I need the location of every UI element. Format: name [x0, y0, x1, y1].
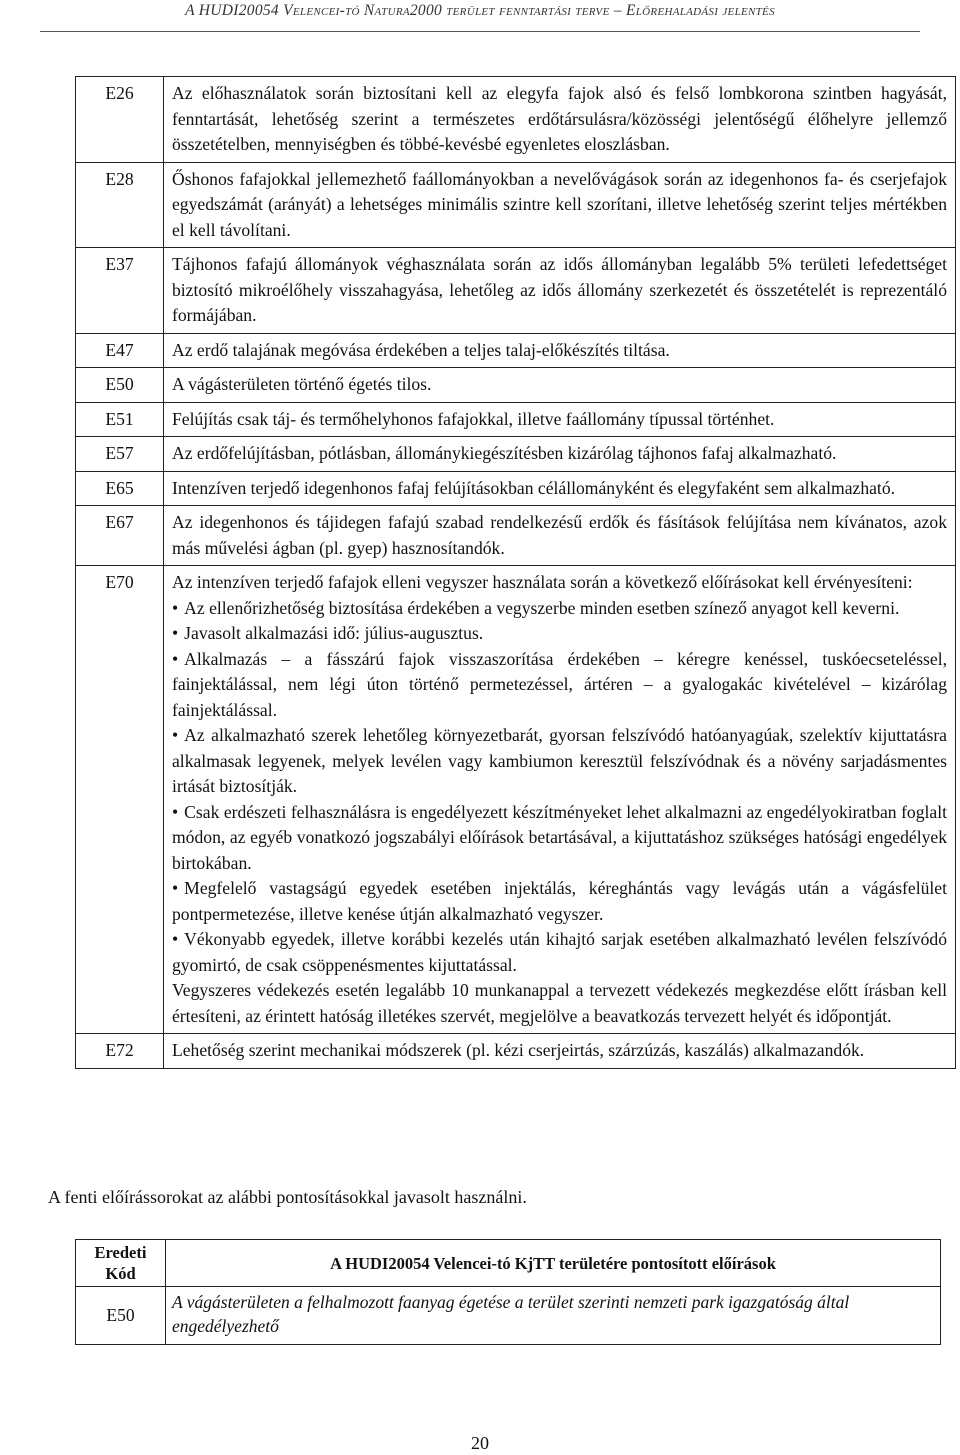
- rule-code: E37: [76, 248, 164, 334]
- rule-code: E50: [76, 368, 164, 403]
- rule-code: E57: [76, 437, 164, 472]
- rule-paragraph: A vágásterületen történő égetés tilos.: [172, 374, 432, 394]
- rule-code: E67: [76, 506, 164, 566]
- rule-row: [76, 506, 956, 566]
- rule-text: [164, 248, 956, 334]
- rule-intro: Az intenzíven terjedő fafajok elleni vegyszer használata során a következő előírásokat kell érvényesíteni:: [172, 572, 913, 592]
- rule-row: [76, 402, 956, 437]
- rule-row: [76, 437, 956, 472]
- rule-row: [76, 77, 956, 163]
- bullet-icon: •: [172, 623, 179, 643]
- rule-paragraph: Lehetőség szerint mechanikai módszerek (pl. kézi cserjeirtás, szárzúzás, kaszálás) alkalmazandók.: [172, 1040, 865, 1060]
- rule-text: [164, 333, 956, 368]
- header-divider: [40, 31, 920, 32]
- precision-row: [76, 1287, 941, 1345]
- rule-text: [164, 566, 956, 1034]
- rule-row: [76, 368, 956, 403]
- precision-row-text: A vágásterületen a felhalmozott faanyag égetése a terület szerinti nemzeti park igazgatóság által engedélyezhető: [166, 1287, 941, 1345]
- bullet-icon: •: [172, 929, 179, 949]
- rule-bullet-text: Megfelelő vastagságú egyedek esetében injektálás, kéreghántás vagy levágás után a vágásfelület pontpermetezése, illetve kenése útján alkalmazható vegyszer.: [172, 878, 947, 924]
- rule-outro: Vegyszeres védekezés esetén legalább 10 munkanappal a tervezett védekezés megkezdése előtt írásban kell értesíteni, az érintett hatóság illetékes szervét, megjelölve a beavatkozás tervezett helyét és időpontját.: [172, 980, 947, 1026]
- rule-bullet-text: Csak erdészeti felhasználásra is engedélyezett készítményeket lehet alkalmazni az engedélyokiratban foglalt módon, az egyéb vonatkozó jogszabályi előírások betartásával, a kijuttatáshoz szükséges hatósági engedélyek birtokában.: [172, 801, 947, 873]
- rule-paragraph: Az erdő talajának megóvása érdekében a teljes talaj-előkészítés tiltása.: [172, 339, 670, 360]
- bullet-icon: •: [172, 725, 179, 745]
- rules-table-body: [76, 77, 956, 1069]
- rule-text: [164, 402, 956, 437]
- rule-paragraph: Őshonos fafajokkal jellemezhető faállományokban a nevelővágások során az idegenhonos fa- és cserjefajok egyedszámát (arányát) a lehetséges minimális szintre kell szorítani, illetve lehetőség szerint teljes mértékben el kell távolítani.: [172, 168, 947, 240]
- bullet-icon: •: [172, 878, 179, 898]
- rule-bullet-text: Az ellenőrizhetőség biztosítása érdekében a vegyszerbe minden esetben színező anyagot kell keverni.: [184, 597, 900, 618]
- bullet-icon: •: [172, 801, 179, 822]
- rule-bullet-text: Alkalmazás – a fásszárú fajok visszaszorítása érdekében – kéregre kenéssel, tuskóecseteléssel, fainjektálással, nem légi úton történő permetezéssel, ártéren – a gyalogakác kivételével – kizárólag fainjektálással.: [172, 648, 947, 720]
- precision-header-title: A HUDI20054 Velencei-tó KjTT területére pontosított előírások: [166, 1240, 941, 1287]
- rule-row: [76, 162, 956, 248]
- rule-bullet: [172, 927, 947, 978]
- rule-text: [164, 506, 956, 566]
- document-title: A HUDI20054 Velencei-tó Natura2000 terület fenntartási terve – Előrehaladási jelentés: [185, 2, 775, 19]
- rule-paragraph: Tájhonos fafajú állományok véghasználata során az idős állományban legalább 5% területi lefedettséget biztosító mikroélőhely visszahagyása, lehetőleg az idős állomány szerkezetét és összetételét is reprezentáló formájában.: [172, 254, 947, 325]
- rule-text: [164, 162, 956, 248]
- rule-bullet: [172, 800, 947, 877]
- rule-paragraph: Az idegenhonos és tájidegen fafajú szabad rendelkezésű erdők és fásítások felújítása nem kívánatos, azok más művelési ágban (pl. gyep) hasznosítandók.: [172, 512, 947, 558]
- bullet-icon: •: [172, 648, 179, 669]
- rule-bullet: [172, 596, 947, 622]
- page-header: [0, 2, 960, 20]
- rule-code: E70: [76, 566, 164, 1034]
- rules-table: [75, 76, 956, 1069]
- rule-bullet: [172, 876, 947, 927]
- precision-table: [75, 1239, 941, 1345]
- rule-row: [76, 248, 956, 334]
- rule-text: [164, 77, 956, 163]
- rule-text: [164, 368, 956, 403]
- precision-header-code: Eredeti Kód: [76, 1240, 166, 1287]
- page-number: 20: [471, 1433, 489, 1453]
- rule-row: [76, 1034, 956, 1069]
- rule-code: E51: [76, 402, 164, 437]
- rule-paragraph: Intenzíven terjedő idegenhonos fafaj felújításokban célállományként és elegyfaként sem alkalmazható.: [172, 477, 896, 498]
- bullet-icon: •: [172, 597, 179, 618]
- rule-paragraph: Az előhasználatok során biztosítani kell az elegyfa fajok alsó és felső lombkorona szintben hagyását, fenntartását, lehetőség szerint a természetes erdőtársulásra/közösségi jelentőségű élőhelyre jellemző összetételben, mennyiségben és többé-kevésbé egyenletes eloszlásban.: [172, 83, 947, 154]
- rule-bullet-text: Vékonyabb egyedek, illetve korábbi kezelés után kihajtó sarjak esetében alkalmazható levélen felszívódó gyomirtó, de csak csöppenésmentes kijuttatással.: [172, 929, 947, 975]
- rule-row: [76, 333, 956, 368]
- rule-text: [164, 471, 956, 506]
- rule-bullet: [172, 647, 947, 724]
- precision-row-code: E50: [76, 1287, 166, 1345]
- rule-bullet-text: Az alkalmazható szerek lehetőleg környezetbarát, gyorsan felszívódó hatóanyagúak, szelektív kijuttatásra alkalmasak legyenek, melyek levélen vagy kambiumon keresztül felszívódnak és a növény sarjadásmentes irtását biztosítják.: [172, 725, 947, 796]
- rule-text: [164, 437, 956, 472]
- rule-bullet: [172, 723, 947, 800]
- rule-code: E72: [76, 1034, 164, 1069]
- rule-code: E47: [76, 333, 164, 368]
- rule-code: E65: [76, 471, 164, 506]
- rule-code: E26: [76, 77, 164, 163]
- rule-row: [76, 566, 956, 1034]
- rule-bullet: [172, 621, 947, 647]
- rule-text: [164, 1034, 956, 1069]
- rule-bullet-text: Javasolt alkalmazási idő: július-augusztus.: [184, 623, 484, 643]
- rule-paragraph: Az erdőfelújításban, pótlásban, állománykiegészítésben kizárólag tájhonos fafaj alkalmazható.: [172, 443, 837, 463]
- intro-paragraph: A fenti előírássorokat az alábbi pontosításokkal javasolt használni.: [48, 1187, 527, 1207]
- precision-header-row: [76, 1240, 941, 1287]
- rule-code: E28: [76, 162, 164, 248]
- rule-paragraph: Felújítás csak táj- és termőhelyhonos fafajokkal, illetve faállomány típussal történhet.: [172, 408, 775, 429]
- rule-row: [76, 471, 956, 506]
